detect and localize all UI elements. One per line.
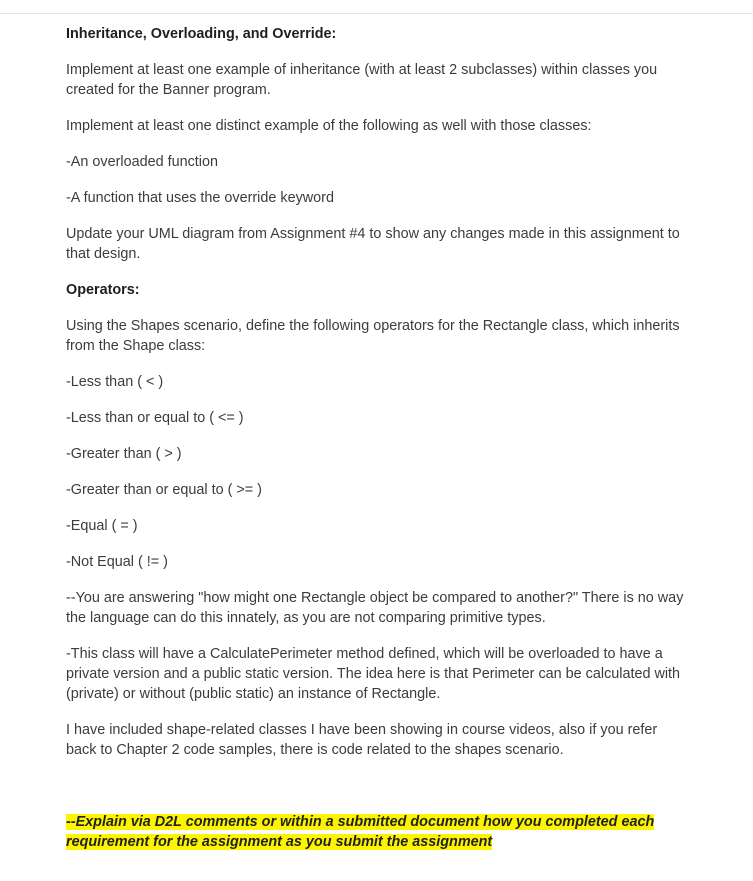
shape-classes-note: I have included shape-related classes I have been showing in course videos, also if you refer back to Chapter 2 code samples, there is code related to the shapes scenario. bbox=[66, 722, 658, 758]
perimeter-note: -This class will have a CalculatePerimeter method defined, which will be overloaded to have a private version and a public static version. The idea here is that Perimeter can be calculated with (private) or without (public static) an instance of Rectangle. bbox=[66, 646, 681, 702]
final-instruction bbox=[66, 812, 691, 852]
uml-paragraph: Update your UML diagram from Assignment #4 to show any changes made in this assignment to that design. bbox=[66, 226, 680, 262]
operator-item-not-equal: -Not Equal ( != ) bbox=[66, 554, 168, 570]
list-item-overloaded-function: -An overloaded function bbox=[66, 154, 219, 170]
operator-item-equal: -Equal ( = ) bbox=[66, 518, 138, 534]
section-heading-inheritance: Inheritance, Overloading, and Override: bbox=[66, 26, 337, 42]
operator-item-less-equal: -Less than or equal to ( <= ) bbox=[66, 410, 244, 426]
operator-item-greater-than: -Greater than ( > ) bbox=[66, 446, 182, 462]
section-heading-operators: Operators: bbox=[66, 282, 140, 298]
highlighted-instruction: --Explain via D2L comments or within a submitted document how you completed each requirement for the assignment as you submit the assignment bbox=[66, 814, 655, 850]
distinct-example-paragraph: Implement at least one distinct example of the following as well with those classes: bbox=[66, 118, 592, 134]
shapes-paragraph: Using the Shapes scenario, define the following operators for the Rectangle class, which inherits from the Shape class: bbox=[66, 318, 680, 354]
assignment-document bbox=[66, 24, 691, 868]
list-item-override-keyword: -A function that uses the override keyword bbox=[66, 190, 334, 206]
inheritance-paragraph: Implement at least one example of inheritance (with at least 2 subclasses) within classes you created for the Banner program. bbox=[66, 62, 658, 98]
spacer bbox=[66, 776, 691, 812]
operator-item-greater-equal: -Greater than or equal to ( >= ) bbox=[66, 482, 262, 498]
comparison-note: --You are answering "how might one Rectangle object be compared to another?" There is no way the language can do this innately, as you are not comparing primitive types. bbox=[66, 590, 684, 626]
top-divider bbox=[0, 13, 753, 14]
operator-item-less-than: -Less than ( < ) bbox=[66, 374, 164, 390]
